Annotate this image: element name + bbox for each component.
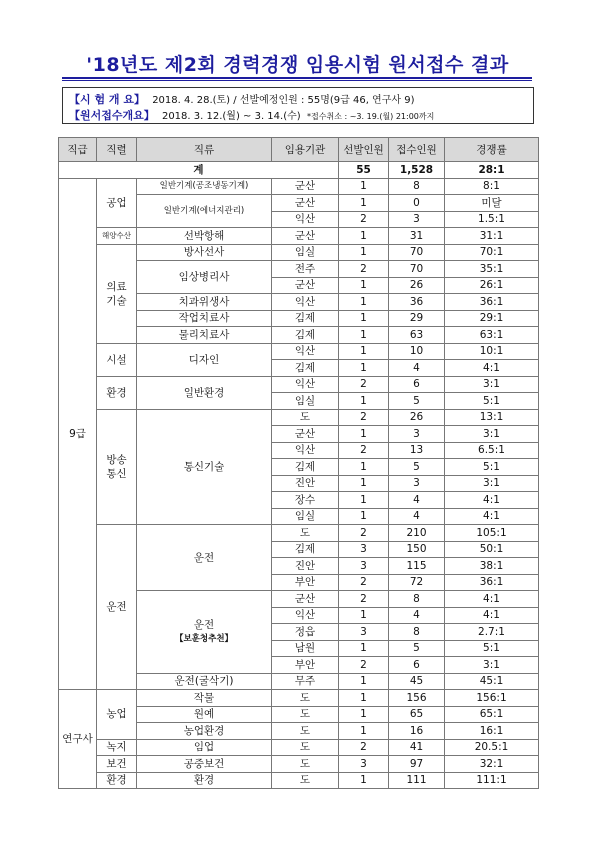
- cancellation-note: *접수취소 : ~3. 19.(월) 21:00까지: [307, 112, 435, 121]
- series-agriculture: 농업: [97, 690, 137, 740]
- cell-selected: 1: [339, 228, 389, 245]
- series-fisheries: 해양수산: [97, 228, 137, 245]
- document-title: '18년도 제2회 경력경쟁 임용시험 원서접수 결과: [86, 54, 509, 76]
- cell-selected: 1: [339, 492, 389, 509]
- cell-selected: 2: [339, 261, 389, 278]
- class-public-health: 공중보건: [137, 756, 272, 773]
- cell-applied: 4: [389, 360, 445, 377]
- class-radiologist: 방사선사: [137, 244, 272, 261]
- cell-applied: 36: [389, 294, 445, 311]
- total-label: 계: [59, 162, 339, 179]
- cell-ratio: 105:1: [445, 525, 539, 542]
- cell-agency: 군산: [272, 195, 339, 212]
- cell-applied: 16: [389, 723, 445, 740]
- class-general-environment: 일반환경: [137, 376, 272, 409]
- cell-selected: 2: [339, 442, 389, 459]
- series-facility: 시설: [97, 343, 137, 376]
- class-general-machine-hvac: 일반기계(공조냉동기계): [137, 178, 272, 195]
- cell-selected: 1: [339, 723, 389, 740]
- total-applied: 1,528: [389, 162, 445, 179]
- cell-selected: 1: [339, 277, 389, 294]
- cell-agency: 부안: [272, 574, 339, 591]
- cell-ratio: 45:1: [445, 673, 539, 690]
- title-underline: [62, 77, 532, 79]
- series-green: 녹지: [97, 739, 137, 756]
- cell-applied: 5: [389, 459, 445, 476]
- cell-selected: 1: [339, 475, 389, 492]
- class-driving: 운전: [137, 525, 272, 591]
- cell-applied: 70: [389, 244, 445, 261]
- cell-agency: 익산: [272, 442, 339, 459]
- cell-agency: 무주: [272, 673, 339, 690]
- class-agri-environment: 농업환경: [137, 723, 272, 740]
- cell-ratio: 38:1: [445, 558, 539, 575]
- cell-selected: 1: [339, 508, 389, 525]
- application-overview-label: 【원서접수개요】: [69, 109, 155, 122]
- cell-selected: 1: [339, 360, 389, 377]
- cell-agency: 김제: [272, 541, 339, 558]
- cell-ratio: 5:1: [445, 640, 539, 657]
- cell-agency: 남원: [272, 640, 339, 657]
- cell-agency: 김제: [272, 459, 339, 476]
- class-driving-label: 운전: [193, 618, 215, 631]
- cell-ratio: 8:1: [445, 178, 539, 195]
- cell-agency: 군산: [272, 591, 339, 608]
- cell-agency: 부안: [272, 657, 339, 674]
- table-header-row: [59, 138, 539, 162]
- cell-applied: 97: [389, 756, 445, 773]
- cell-selected: 2: [339, 591, 389, 608]
- cell-ratio: 31:1: [445, 228, 539, 245]
- cell-selected: 1: [339, 772, 389, 789]
- cell-applied: 26: [389, 409, 445, 426]
- table-row: [59, 409, 539, 426]
- class-physical-therapist: 물리치료사: [137, 327, 272, 344]
- cell-agency: 익산: [272, 294, 339, 311]
- cell-selected: 1: [339, 459, 389, 476]
- cell-selected: 2: [339, 657, 389, 674]
- table-row: [59, 244, 539, 261]
- series-broadcast: 방송 통신: [97, 409, 137, 525]
- cell-selected: 1: [339, 426, 389, 443]
- cell-applied: 45: [389, 673, 445, 690]
- cell-applied: 8: [389, 178, 445, 195]
- class-ship-navigation: 선박항해: [137, 228, 272, 245]
- exam-overview-text: 2018. 4. 28.(토) / 선발예정인원 : 55명(9급 46, 연구사 9): [152, 95, 415, 106]
- cell-selected: 2: [339, 739, 389, 756]
- header-applied: 접수인원: [389, 138, 445, 162]
- header-grade: 직급: [59, 138, 97, 162]
- cell-ratio: 156:1: [445, 690, 539, 707]
- cell-ratio: 13:1: [445, 409, 539, 426]
- grade-researcher: 연구사: [59, 690, 97, 789]
- cell-ratio: 4:1: [445, 508, 539, 525]
- cell-applied: 6: [389, 376, 445, 393]
- cell-ratio: 3:1: [445, 426, 539, 443]
- results-table: [58, 137, 539, 789]
- cell-agency: 도: [272, 739, 339, 756]
- cell-selected: 1: [339, 607, 389, 624]
- cell-selected: 1: [339, 640, 389, 657]
- cell-ratio: 70:1: [445, 244, 539, 261]
- cell-agency: 군산: [272, 426, 339, 443]
- cell-applied: 13: [389, 442, 445, 459]
- table-row: [59, 178, 539, 195]
- cell-agency: 정읍: [272, 624, 339, 641]
- exam-overview-label: 【시 험 개 요】: [69, 93, 145, 106]
- table-row: [59, 739, 539, 756]
- table-row: [59, 376, 539, 393]
- cell-selected: 2: [339, 409, 389, 426]
- cell-selected: 1: [339, 195, 389, 212]
- cell-ratio: 26:1: [445, 277, 539, 294]
- cell-ratio: 5:1: [445, 393, 539, 410]
- cell-agency: 군산: [272, 178, 339, 195]
- cell-applied: 31: [389, 228, 445, 245]
- total-ratio: 28:1: [445, 162, 539, 179]
- cell-ratio: 65:1: [445, 706, 539, 723]
- class-driving-veteran: [137, 591, 272, 674]
- cell-applied: 3: [389, 211, 445, 228]
- cell-ratio: 3:1: [445, 657, 539, 674]
- cell-selected: 1: [339, 706, 389, 723]
- cell-selected: 2: [339, 525, 389, 542]
- class-crops: 작물: [137, 690, 272, 707]
- cell-ratio: 35:1: [445, 261, 539, 278]
- class-dental-hygienist: 치과위생사: [137, 294, 272, 311]
- cell-selected: 2: [339, 211, 389, 228]
- cell-ratio: 4:1: [445, 492, 539, 509]
- cell-ratio: 3:1: [445, 475, 539, 492]
- cell-agency: 익산: [272, 607, 339, 624]
- table-row: [59, 690, 539, 707]
- cell-ratio: 16:1: [445, 723, 539, 740]
- series-driving: 운전: [97, 525, 137, 690]
- cell-ratio: 20.5:1: [445, 739, 539, 756]
- cell-applied: 0: [389, 195, 445, 212]
- cell-agency: 임실: [272, 244, 339, 261]
- cell-ratio: 4:1: [445, 607, 539, 624]
- cell-selected: 3: [339, 624, 389, 641]
- cell-agency: 도: [272, 706, 339, 723]
- cell-selected: 3: [339, 558, 389, 575]
- cell-selected: 2: [339, 376, 389, 393]
- cell-applied: 4: [389, 607, 445, 624]
- cell-applied: 115: [389, 558, 445, 575]
- header-class: 직류: [137, 138, 272, 162]
- veteran-recommendation-label: 【보훈청추천】: [174, 633, 234, 644]
- application-overview-row: [69, 107, 434, 123]
- cell-ratio: 4:1: [445, 360, 539, 377]
- total-selected: 55: [339, 162, 389, 179]
- table-row: [59, 772, 539, 789]
- cell-applied: 6: [389, 657, 445, 674]
- cell-applied: 210: [389, 525, 445, 542]
- cell-ratio: 32:1: [445, 756, 539, 773]
- cell-ratio: 5:1: [445, 459, 539, 476]
- cell-applied: 41: [389, 739, 445, 756]
- header-selected: 선발인원: [339, 138, 389, 162]
- cell-applied: 10: [389, 343, 445, 360]
- cell-applied: 72: [389, 574, 445, 591]
- cell-agency: 도: [272, 772, 339, 789]
- class-telecom: 통신기술: [137, 409, 272, 525]
- application-overview-text: 2018. 3. 12.(월) ~ 3. 14.(수): [161, 111, 301, 122]
- cell-applied: 65: [389, 706, 445, 723]
- series-health: 보건: [97, 756, 137, 773]
- cell-ratio: 4:1: [445, 591, 539, 608]
- table-row: [59, 343, 539, 360]
- header-agency: 임용기관: [272, 138, 339, 162]
- cell-agency: 전주: [272, 261, 339, 278]
- grade-9: 9급: [59, 178, 97, 690]
- cell-applied: 26: [389, 277, 445, 294]
- cell-applied: 3: [389, 426, 445, 443]
- class-environment: 환경: [137, 772, 272, 789]
- class-design: 디자인: [137, 343, 272, 376]
- cell-agency: 도: [272, 525, 339, 542]
- cell-selected: 1: [339, 393, 389, 410]
- cell-applied: 4: [389, 492, 445, 509]
- cell-agency: 익산: [272, 376, 339, 393]
- class-occupational-therapist: 작업치료사: [137, 310, 272, 327]
- cell-selected: 1: [339, 343, 389, 360]
- cell-agency: 군산: [272, 277, 339, 294]
- table-row: [59, 228, 539, 245]
- cell-ratio: 111:1: [445, 772, 539, 789]
- class-forestry: 임업: [137, 739, 272, 756]
- cell-ratio: 36:1: [445, 574, 539, 591]
- cell-applied: 111: [389, 772, 445, 789]
- cell-applied: 8: [389, 591, 445, 608]
- cell-selected: 1: [339, 294, 389, 311]
- cell-ratio: 3:1: [445, 376, 539, 393]
- cell-selected: 2: [339, 574, 389, 591]
- cell-selected: 3: [339, 541, 389, 558]
- cell-agency: 진안: [272, 475, 339, 492]
- series-environment-research: 환경: [97, 772, 137, 789]
- series-medical: 의료 기술: [97, 244, 137, 343]
- cell-agency: 도: [272, 690, 339, 707]
- cell-selected: 1: [339, 178, 389, 195]
- exam-overview-row: [69, 91, 414, 107]
- cell-ratio: 1.5:1: [445, 211, 539, 228]
- class-general-machine-energy: 일반기계(에너지관리): [137, 195, 272, 228]
- cell-applied: 3: [389, 475, 445, 492]
- class-horticulture: 원예: [137, 706, 272, 723]
- cell-agency: 임실: [272, 393, 339, 410]
- table-row: [59, 525, 539, 542]
- cell-applied: 4: [389, 508, 445, 525]
- cell-agency: 장수: [272, 492, 339, 509]
- cell-agency: 군산: [272, 228, 339, 245]
- cell-ratio: 미달: [445, 195, 539, 212]
- cell-selected: 1: [339, 690, 389, 707]
- cell-selected: 3: [339, 756, 389, 773]
- cell-agency: 진안: [272, 558, 339, 575]
- cell-applied: 29: [389, 310, 445, 327]
- cell-ratio: 6.5:1: [445, 442, 539, 459]
- cell-agency: 김제: [272, 360, 339, 377]
- cell-agency: 임실: [272, 508, 339, 525]
- cell-applied: 150: [389, 541, 445, 558]
- cell-applied: 5: [389, 640, 445, 657]
- class-driving-excavator: 운전(굴삭기): [137, 673, 272, 690]
- table-row: [59, 756, 539, 773]
- cell-ratio: 50:1: [445, 541, 539, 558]
- cell-ratio: 36:1: [445, 294, 539, 311]
- cell-selected: 1: [339, 244, 389, 261]
- cell-selected: 1: [339, 327, 389, 344]
- cell-agency: 익산: [272, 211, 339, 228]
- cell-applied: 156: [389, 690, 445, 707]
- cell-agency: 김제: [272, 327, 339, 344]
- title-underline-thin: [62, 80, 532, 81]
- cell-agency: 익산: [272, 343, 339, 360]
- class-clinical-pathologist: 임상병리사: [137, 261, 272, 294]
- cell-ratio: 2.7:1: [445, 624, 539, 641]
- cell-ratio: 63:1: [445, 327, 539, 344]
- exam-overview-box: [62, 87, 534, 124]
- series-industry: 공업: [97, 178, 137, 228]
- cell-applied: 8: [389, 624, 445, 641]
- cell-ratio: 29:1: [445, 310, 539, 327]
- cell-agency: 도: [272, 756, 339, 773]
- cell-applied: 5: [389, 393, 445, 410]
- cell-agency: 김제: [272, 310, 339, 327]
- header-series: 직렬: [97, 138, 137, 162]
- series-environment: 환경: [97, 376, 137, 409]
- cell-applied: 63: [389, 327, 445, 344]
- cell-agency: 도: [272, 723, 339, 740]
- cell-ratio: 10:1: [445, 343, 539, 360]
- header-ratio: 경쟁률: [445, 138, 539, 162]
- cell-agency: 도: [272, 409, 339, 426]
- total-row: [59, 162, 539, 179]
- cell-applied: 70: [389, 261, 445, 278]
- cell-selected: 1: [339, 673, 389, 690]
- cell-selected: 1: [339, 310, 389, 327]
